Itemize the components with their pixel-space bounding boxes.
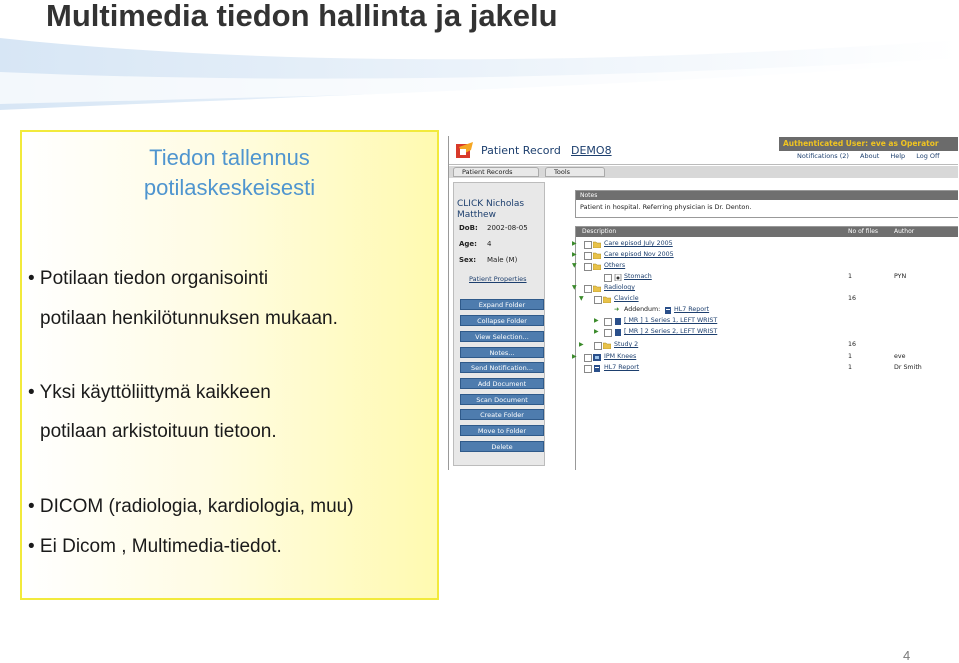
folder-icon xyxy=(593,263,601,270)
notes-button[interactable]: Notes... xyxy=(460,347,544,358)
age-value: 4 xyxy=(487,240,492,248)
row-label[interactable]: HL7 Report xyxy=(674,306,710,313)
row-checkbox[interactable] xyxy=(584,365,592,373)
row-author: PYN xyxy=(894,273,907,280)
bullet4: • Ei Dicom , Multimedia-tiedot. xyxy=(28,536,282,557)
table-row[interactable] xyxy=(576,340,958,350)
row-author: eve xyxy=(894,353,906,360)
auth-text: Authenticated User: eve as Operator xyxy=(783,139,939,148)
folder-icon xyxy=(603,296,611,303)
expand-arrow-icon[interactable]: ▶ xyxy=(594,317,599,324)
bullet2-line2: potilaan arkistoituun tietoon. xyxy=(40,421,277,442)
folder-icon xyxy=(593,285,601,292)
tab-patient-records[interactable]: Patient Records xyxy=(453,167,539,177)
row-files: 16 xyxy=(848,341,857,348)
bullet3: • DICOM (radiologia, kardiologia, muu) xyxy=(28,496,354,517)
report-icon xyxy=(664,307,672,314)
subheading-line1: Tiedon tallennus xyxy=(149,145,310,170)
slide-title: Multimedia tiedon hallinta ja jakelu xyxy=(46,0,558,33)
collapse-arrow-icon[interactable]: ▼ xyxy=(579,295,584,302)
table-row[interactable] xyxy=(576,327,958,337)
document-icon xyxy=(614,274,622,281)
row-checkbox[interactable] xyxy=(584,241,592,249)
row-files: 1 xyxy=(848,353,853,360)
report-icon xyxy=(593,365,601,372)
expand-arrow-icon[interactable]: ▶ xyxy=(579,341,584,348)
notes-panel xyxy=(575,190,958,218)
create-folder-button[interactable]: Create Folder xyxy=(460,409,544,420)
age-label: Age: xyxy=(459,240,477,248)
collapse-folder-button[interactable]: Collapse Folder xyxy=(460,315,544,326)
patient-properties-link[interactable]: Patient Properties xyxy=(469,275,527,283)
files-header xyxy=(576,227,958,237)
row-label[interactable]: Care episod Nov 2005 xyxy=(604,251,674,258)
expand-folder-button[interactable]: Expand Folder xyxy=(460,299,544,310)
row-label[interactable]: HL7 Report xyxy=(604,364,640,371)
bullet1-line2: potilaan henkilötunnuksen mukaan. xyxy=(40,308,338,329)
auth-bar xyxy=(779,137,958,151)
row-checkbox[interactable] xyxy=(604,274,612,282)
expand-arrow-icon[interactable]: ▶ xyxy=(572,240,577,247)
folder-icon xyxy=(593,252,601,259)
row-checkbox[interactable] xyxy=(584,252,592,260)
collapse-arrow-icon[interactable]: ▼ xyxy=(572,262,577,269)
row-label[interactable]: Care episod July 2005 xyxy=(604,240,673,247)
notes-header: Notes xyxy=(576,191,958,200)
delete-button[interactable]: Delete xyxy=(460,441,544,452)
scan-document-button[interactable]: Scan Document xyxy=(460,394,544,405)
tab-bar xyxy=(449,166,958,178)
logoff-link[interactable]: Log Off xyxy=(916,152,940,160)
table-row[interactable] xyxy=(572,352,958,362)
patient-record-screenshot xyxy=(448,136,958,470)
sex-label: Sex: xyxy=(459,256,477,264)
col-files: No of files xyxy=(848,228,879,235)
row-checkbox[interactable] xyxy=(604,329,612,337)
table-row[interactable] xyxy=(572,261,958,271)
demo-link[interactable]: DEMO8 xyxy=(571,144,612,157)
help-link[interactable]: Help xyxy=(890,152,906,160)
app-header xyxy=(449,136,958,165)
collapse-arrow-icon[interactable]: ▼ xyxy=(572,284,577,291)
folder-icon xyxy=(603,342,611,349)
row-label[interactable]: Others xyxy=(604,262,626,269)
expand-arrow-icon[interactable]: ▶ xyxy=(572,353,577,360)
table-row[interactable] xyxy=(576,272,958,282)
addendum-arrow-icon: ➜ xyxy=(614,306,620,313)
expand-arrow-icon[interactable]: ▶ xyxy=(594,328,599,335)
about-link[interactable]: About xyxy=(860,152,880,160)
table-row[interactable] xyxy=(576,294,958,304)
table-row[interactable] xyxy=(576,305,958,315)
folder-icon xyxy=(593,241,601,248)
row-label[interactable]: Stomach xyxy=(624,273,652,280)
series-icon xyxy=(614,318,622,325)
table-row[interactable] xyxy=(576,316,958,326)
files-panel xyxy=(572,226,958,470)
row-label[interactable]: [ MR ] 2 Series 2, LEFT WRIST xyxy=(624,328,718,335)
bullet1-line1: • Potilaan tiedon organisointi xyxy=(28,268,269,289)
series-icon xyxy=(614,329,622,336)
patient-name-line1: CLICK Nicholas xyxy=(457,199,525,209)
row-checkbox[interactable] xyxy=(594,296,602,304)
app-title: Patient Record xyxy=(481,144,561,157)
expand-arrow-icon[interactable]: ▶ xyxy=(572,251,577,258)
row-checkbox[interactable] xyxy=(584,263,592,271)
notifications-link[interactable]: Notifications (2) xyxy=(797,152,849,160)
send-notification-button[interactable]: Send Notification... xyxy=(460,362,544,373)
row-prefix: Addendum: xyxy=(624,306,661,313)
table-row[interactable] xyxy=(572,250,958,260)
table-row[interactable] xyxy=(576,363,958,373)
notes-text: Patient in hospital. Referring physician is Dr. Denton. xyxy=(580,203,752,211)
row-label[interactable]: Radiology xyxy=(604,284,636,291)
row-checkbox[interactable] xyxy=(584,354,592,362)
row-label[interactable]: Study 2 xyxy=(614,341,639,348)
row-checkbox[interactable] xyxy=(594,342,602,350)
sex-value: Male (M) xyxy=(487,256,518,264)
age-field xyxy=(459,240,491,248)
row-checkbox[interactable] xyxy=(604,318,612,326)
row-author: Dr Smith xyxy=(894,364,922,371)
sex-field xyxy=(459,256,517,264)
row-label[interactable]: IPM Knees xyxy=(604,353,637,360)
col-author: Author xyxy=(894,228,915,235)
image-icon xyxy=(593,354,601,361)
patient-name-line2: Matthew xyxy=(457,210,496,220)
move-to-folder-button[interactable]: Move to Folder xyxy=(460,425,544,436)
row-files: 16 xyxy=(848,295,857,302)
view-selection-button[interactable]: View Selection... xyxy=(460,331,544,342)
col-description: Description xyxy=(582,228,617,235)
table-row[interactable] xyxy=(572,283,958,293)
add-document-button[interactable]: Add Document xyxy=(460,378,544,389)
app-logo-icon xyxy=(455,140,475,160)
subheading-line2: potilaskeskeisesti xyxy=(143,175,316,200)
row-files: 1 xyxy=(848,273,853,280)
table-row[interactable] xyxy=(572,239,958,249)
row-files: 1 xyxy=(848,364,853,371)
dob-field xyxy=(459,224,528,232)
top-links xyxy=(797,152,949,160)
tab-tools[interactable]: Tools xyxy=(545,167,605,177)
page-number: 4 xyxy=(903,648,911,663)
row-checkbox[interactable] xyxy=(584,285,592,293)
dob-label: DoB: xyxy=(459,224,478,232)
row-label[interactable]: Clavicle xyxy=(614,295,639,302)
patient-name xyxy=(457,199,524,221)
bullet2-line1: • Yksi käyttöliittymä kaikkeen xyxy=(28,382,271,403)
dob-value: 2002-08-05 xyxy=(487,224,528,232)
row-label[interactable]: [ MR ] 1 Series 1, LEFT WRIST xyxy=(624,317,718,324)
